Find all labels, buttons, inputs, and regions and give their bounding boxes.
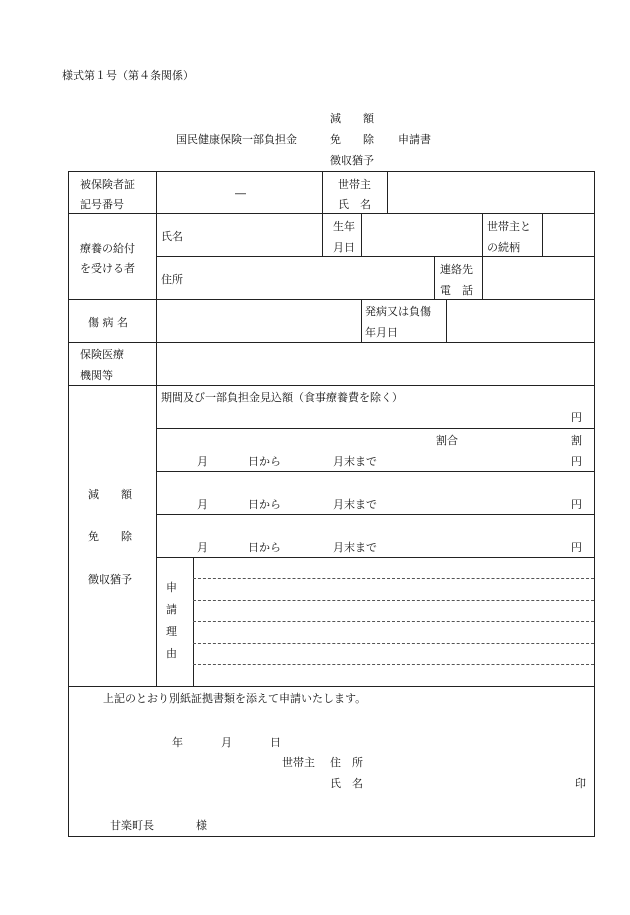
column-divider [322, 171, 323, 213]
recipient-address-label: 住所 [161, 273, 183, 286]
title-suffix: 申請書 [398, 133, 431, 146]
birth-date-label: 生年 [333, 220, 355, 233]
period-day-from: 日から [248, 541, 281, 554]
applicant-name-label: 氏 名 [330, 777, 363, 790]
row-divider [68, 686, 594, 687]
title-option-reduction: 減 額 [330, 112, 374, 125]
title-option-exemption: 免 除 [330, 133, 374, 146]
applicant-householder-label: 世帯主 [282, 756, 315, 769]
period-end: 月末まで [333, 498, 377, 511]
reason-label: 申 [166, 581, 177, 594]
period-day-from: 日から [248, 498, 281, 511]
column-divider [542, 213, 543, 256]
relation-label: の続柄 [487, 241, 520, 254]
row-divider [156, 557, 594, 558]
seal-mark: 印 [575, 777, 586, 790]
row-divider [68, 342, 594, 343]
householder-name-label: 世帯主 [338, 178, 371, 191]
honorific: 様 [196, 819, 207, 832]
column-divider [361, 299, 362, 342]
householder-name-label: 氏 名 [338, 198, 371, 211]
birth-date-label: 月日 [333, 241, 355, 254]
ratio-unit: 割 [571, 434, 582, 447]
title-option-deferral: 徴収猶予 [330, 154, 374, 167]
insured-number-label: 被保険者証 [80, 178, 135, 191]
column-divider [482, 213, 483, 256]
contact-phone-label: 電 話 [440, 284, 473, 297]
date-month: 月 [221, 736, 232, 749]
reason-line [193, 664, 594, 665]
period-yen: 円 [571, 541, 582, 554]
period-end: 月末まで [333, 455, 377, 468]
applicant-address-label: 住 所 [330, 756, 363, 769]
date-day: 日 [270, 736, 281, 749]
period-end: 月末まで [333, 541, 377, 554]
row-divider [68, 385, 594, 386]
declaration-statement: 上記のとおり別紙証拠書類を添えて申請いたします。 [103, 692, 367, 705]
period-day-from: 日から [248, 455, 281, 468]
insured-number-label: 記号番号 [80, 198, 124, 211]
yen-unit: 円 [571, 411, 582, 424]
deferral-option-label: 徴収猶予 [88, 573, 132, 586]
column-divider [361, 213, 362, 256]
period-yen: 円 [571, 455, 582, 468]
period-month: 月 [197, 541, 208, 554]
row-divider [68, 299, 594, 300]
form-table [68, 171, 595, 837]
reason-line [193, 600, 594, 601]
period-month: 月 [197, 455, 208, 468]
reason-label: 理 [166, 625, 177, 638]
column-divider [434, 256, 435, 299]
recipient-label: 療養の給付 [80, 242, 135, 255]
reason-label: 由 [166, 647, 177, 660]
insured-number-value: ― [235, 187, 246, 200]
period-amount-label: 期間及び一部負担金見込額（食事療養費を除く） [161, 391, 403, 404]
column-divider [482, 256, 483, 299]
addressee: 甘楽町長 [110, 819, 154, 832]
title-prefix: 国民健康保険一部負担金 [176, 133, 297, 146]
reduction-option-label: 減 額 [88, 488, 132, 501]
relation-label: 世帯主と [487, 220, 531, 233]
column-divider [322, 213, 323, 256]
recipient-label: を受ける者 [80, 262, 135, 275]
onset-date-label: 年月日 [365, 326, 398, 339]
onset-date-label: 発病又は負傷 [365, 305, 431, 318]
period-yen: 円 [571, 498, 582, 511]
column-divider [387, 171, 388, 213]
institution-label: 機関等 [80, 369, 113, 382]
row-divider [68, 213, 594, 214]
contact-phone-label: 連絡先 [440, 263, 473, 276]
reason-label: 請 [166, 603, 177, 616]
reason-line [193, 578, 594, 579]
reason-line [193, 621, 594, 622]
recipient-name-label: 氏名 [161, 230, 183, 243]
exemption-option-label: 免 除 [88, 530, 132, 543]
ratio-label: 割合 [436, 434, 458, 447]
row-divider [156, 428, 594, 429]
period-month: 月 [197, 498, 208, 511]
row-divider [156, 471, 594, 472]
reason-line [193, 643, 594, 644]
column-divider [446, 299, 447, 342]
row-divider [156, 514, 594, 515]
date-year: 年 [172, 736, 183, 749]
illness-label: 傷 病 名 [88, 316, 128, 329]
column-divider [156, 171, 157, 686]
institution-label: 保険医療 [80, 348, 124, 361]
form-number: 様式第１号（第４条関係） [62, 69, 194, 82]
row-divider [156, 256, 594, 257]
